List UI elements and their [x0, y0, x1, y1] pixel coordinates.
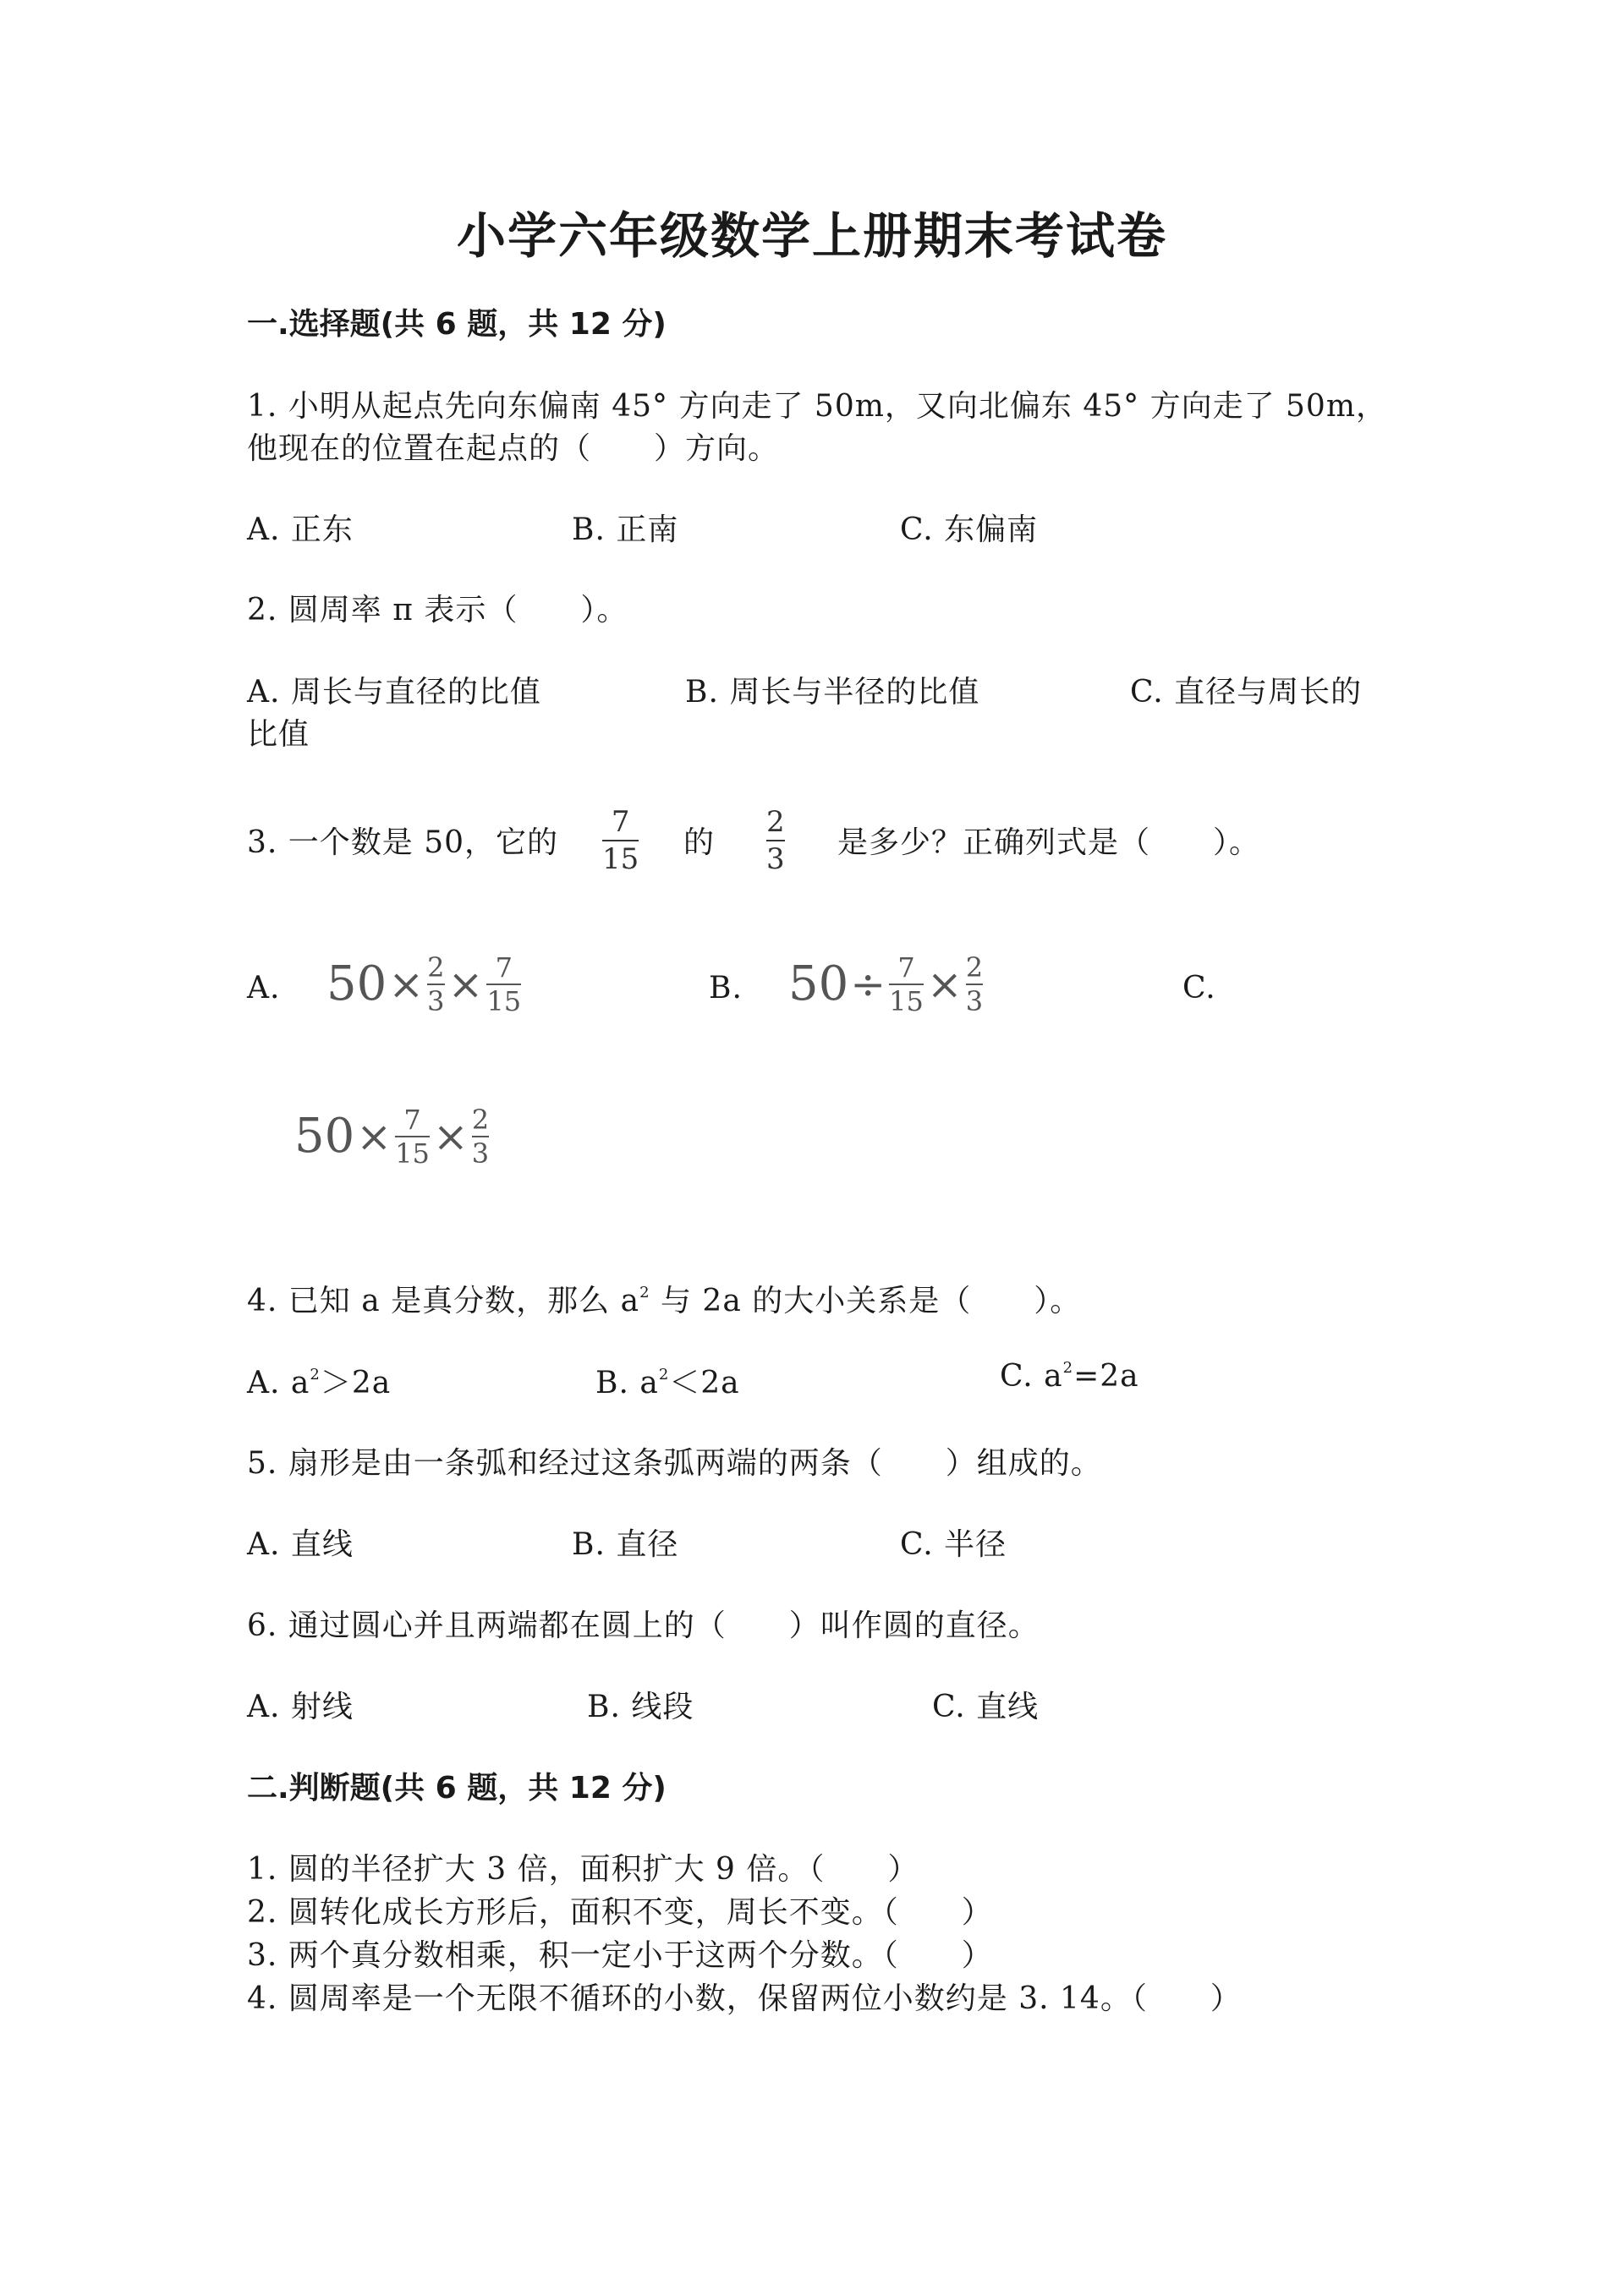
fraction-numerator: 7: [611, 805, 630, 839]
true-false-question-4: 4. 圆周率是一个无限不循环的小数，保留两位小数约是 3. 14。（ ）: [247, 1981, 1242, 2016]
question-3-option-b-expression: [788, 951, 985, 1017]
expr-fraction: [471, 1104, 490, 1170]
expr-fraction: [889, 951, 924, 1017]
true-false-question-1: 1. 圆的半径扩大 3 倍，面积扩大 9 倍。（ ）: [247, 1852, 919, 1887]
question-4: [247, 1277, 1081, 1320]
expr-fraction-denominator: 15: [486, 985, 522, 1017]
expr-fraction-numerator: 2: [427, 951, 445, 984]
question-6-option-c: C. 直线: [932, 1690, 1040, 1724]
question-3-text-mid: 的: [683, 825, 716, 860]
question-2: 2. 圆周率 π 表示（ ）。: [247, 593, 628, 627]
true-false-question-2: 2. 圆转化成长方形后，面积不变，周长不变。（ ）: [247, 1895, 993, 1930]
question-1-option-c: C. 东偏南: [900, 512, 1039, 547]
option-text: A. a: [247, 1366, 310, 1400]
page-title: 小学六年级数学上册期末考试卷: [456, 207, 1167, 265]
expr-fraction-denominator: 15: [889, 985, 924, 1017]
fraction-bar: [766, 840, 785, 841]
question-3-option-c-expression: [294, 1104, 491, 1170]
option-text: ＜2a: [669, 1366, 740, 1400]
option-text: C. a: [1000, 1359, 1063, 1394]
question-3-option-c-label: C.: [1182, 971, 1216, 1006]
question-2-option-c-wrap: 比值: [247, 717, 310, 752]
question-3-option-a-expression: [326, 951, 523, 1017]
expr-fraction: [427, 951, 445, 1017]
expr-fraction-numerator: 7: [897, 951, 915, 984]
expr-number: 50: [294, 1109, 355, 1164]
question-5-option-a: A. 直线: [247, 1527, 354, 1562]
question-4-text-start: 4. 已知 a 是真分数，那么 a: [247, 1284, 640, 1318]
expr-fraction: [395, 1104, 430, 1170]
question-5: 5. 扇形是由一条弧和经过这条弧两端的两条（ ）组成的。: [247, 1446, 1102, 1481]
expr-fraction-numerator: 7: [495, 951, 513, 984]
question-3-text-end: 是多少？正确列式是（ ）。: [837, 825, 1261, 860]
option-text: =2a: [1073, 1359, 1139, 1394]
question-2-option-b: B. 周长与半径的比值: [685, 675, 980, 710]
option-text: ＞2a: [320, 1366, 392, 1400]
section-heading-choice: 一.选择题(共 6 题，共 12 分): [247, 307, 667, 342]
expr-fraction-denominator: 3: [471, 1137, 490, 1170]
question-6-option-b: B. 线段: [587, 1690, 694, 1724]
question-4-option-a: [247, 1359, 391, 1402]
expr-fraction: [965, 951, 984, 1017]
question-1-line-1: 1. 小明从起点先向东偏南 45° 方向走了 50m，又向北偏东 45° 方向走了 50m，: [247, 389, 1387, 424]
question-1-line-2: 他现在的位置在起点的（ ）方向。: [247, 431, 780, 466]
fraction-denominator: 3: [766, 842, 785, 876]
fraction-numerator: 2: [766, 805, 785, 839]
question-6: 6. 通过圆心并且两端都在圆上的（ ）叫作圆的直径。: [247, 1608, 1040, 1643]
fraction-denominator: 15: [602, 842, 639, 876]
superscript: 2: [658, 1366, 670, 1384]
question-2-option-c: C. 直径与周长的: [1130, 675, 1363, 710]
question-1-option-a: A. 正东: [247, 512, 354, 547]
expr-operator: ×: [447, 960, 484, 1009]
expr-operator: ×: [926, 960, 963, 1009]
question-3-option-a-label: A.: [247, 971, 281, 1006]
superscript: 2: [310, 1366, 321, 1384]
question-3-fraction-7-15: [602, 805, 639, 876]
expr-fraction-denominator: 15: [395, 1137, 430, 1170]
question-3-text-start: 3. 一个数是 50，它的: [247, 825, 559, 860]
true-false-question-3: 3. 两个真分数相乘，积一定小于这两个分数。（ ）: [247, 1938, 993, 1973]
question-1-option-b: B. 正南: [572, 512, 679, 547]
question-5-option-c: C. 半径: [900, 1527, 1007, 1562]
expr-operator: ×: [356, 1112, 392, 1161]
question-3-option-b-label: B.: [709, 971, 743, 1006]
option-text: B. a: [595, 1366, 659, 1400]
expr-fraction-numerator: 2: [471, 1104, 490, 1136]
question-5-option-b: B. 直径: [572, 1527, 679, 1562]
superscript: 2: [639, 1284, 650, 1301]
expr-fraction-denominator: 3: [965, 985, 984, 1017]
expr-operator: ×: [388, 960, 425, 1009]
expr-fraction-numerator: 2: [965, 951, 984, 984]
expr-number: 50: [788, 956, 849, 1011]
superscript: 2: [1062, 1359, 1074, 1377]
question-4-text-end: 与 2a 的大小关系是（ ）。: [660, 1284, 1082, 1318]
section-heading-true-false: 二.判断题(共 6 题，共 12 分): [247, 1771, 667, 1806]
question-2-option-a: A. 周长与直径的比值: [247, 675, 541, 710]
question-6-option-a: A. 射线: [247, 1690, 354, 1724]
expr-fraction: [486, 951, 522, 1017]
question-4-option-b: [595, 1359, 740, 1402]
question-4-option-c: [1000, 1359, 1139, 1394]
expr-operator: ×: [432, 1112, 469, 1161]
fraction-bar: [602, 840, 639, 841]
expr-operator: ÷: [850, 960, 886, 1009]
expr-number: 50: [326, 956, 387, 1011]
question-3-fraction-2-3: [766, 805, 785, 876]
expr-fraction-denominator: 3: [427, 985, 445, 1017]
expr-fraction-numerator: 7: [403, 1104, 421, 1136]
